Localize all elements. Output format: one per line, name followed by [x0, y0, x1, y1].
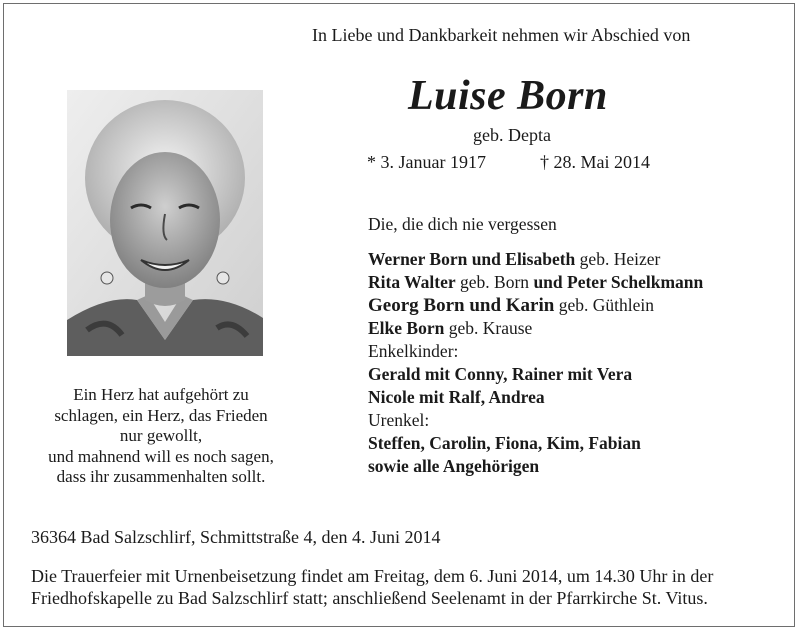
grandchildren-line: Gerald mit Conny, Rainer mit Vera	[368, 364, 633, 384]
mourner-note: geb. Güthlein	[554, 295, 654, 315]
maiden-name: geb. Depta	[473, 125, 551, 145]
mourner-note: geb. Krause	[444, 318, 533, 338]
poem-line: schlagen, ein Herz, das Frieden	[54, 405, 268, 425]
poem	[35, 385, 287, 488]
service-line: Die Trauerfeier mit Urnenbeisetzung findet am Freitag, dem 6. Juni 2014, um 14.30 Uhr in der	[31, 566, 714, 586]
poem-line: und mahnend will es noch sagen,	[48, 446, 274, 466]
grandchildren-line: Nicole mit Ralf, Andrea	[368, 387, 545, 407]
mourners-list	[368, 213, 788, 478]
great-grandchildren-label: Urenkel:	[368, 410, 430, 430]
grandchildren-label: Enkelkinder:	[368, 341, 459, 361]
mourner-name: und Peter Schelkmann	[533, 272, 704, 292]
intro-text: In Liebe und Dankbarkeit nehmen wir Abschied von	[312, 25, 691, 45]
mourner-name: Werner Born und Elisabeth	[368, 249, 576, 269]
mourners-intro: Die, die dich nie vergessen	[368, 214, 557, 234]
portrait-photo	[67, 90, 263, 356]
mourner-note: geb. Born	[455, 272, 534, 292]
poem-line: nur gewollt,	[119, 426, 203, 445]
mourner-name: Rita Walter	[368, 272, 456, 292]
mourner-line	[368, 248, 788, 271]
deceased-name: Luise Born	[408, 73, 608, 119]
poem-line: dass ihr zusammenhalten sollt.	[56, 467, 266, 486]
relatives-closing: sowie alle Angehörigen	[368, 456, 540, 476]
mourner-name: Elke Born	[368, 318, 445, 338]
mourner-note: geb. Heizer	[575, 249, 661, 269]
service-info	[31, 565, 713, 609]
mourner-line	[368, 271, 788, 294]
mourner-line	[368, 317, 788, 340]
mourner-line	[368, 294, 788, 317]
place-and-date: 36364 Bad Salzschlirf, Schmittstraße 4, den 4. Juni 2014	[31, 527, 441, 547]
service-line: Friedhofskapelle zu Bad Salzschlirf statt; anschließend Seelenamt in der Pfarrkirche St. Vitus.	[31, 588, 708, 608]
death-date: † 28. Mai 2014	[540, 152, 650, 172]
birth-date: * 3. Januar 1917	[367, 152, 486, 172]
mourner-name: Georg Born und Karin	[368, 295, 555, 316]
great-grandchildren-line: Steffen, Carolin, Fiona, Kim, Fabian	[368, 433, 641, 453]
poem-line: Ein Herz hat aufgehört zu	[73, 385, 249, 404]
